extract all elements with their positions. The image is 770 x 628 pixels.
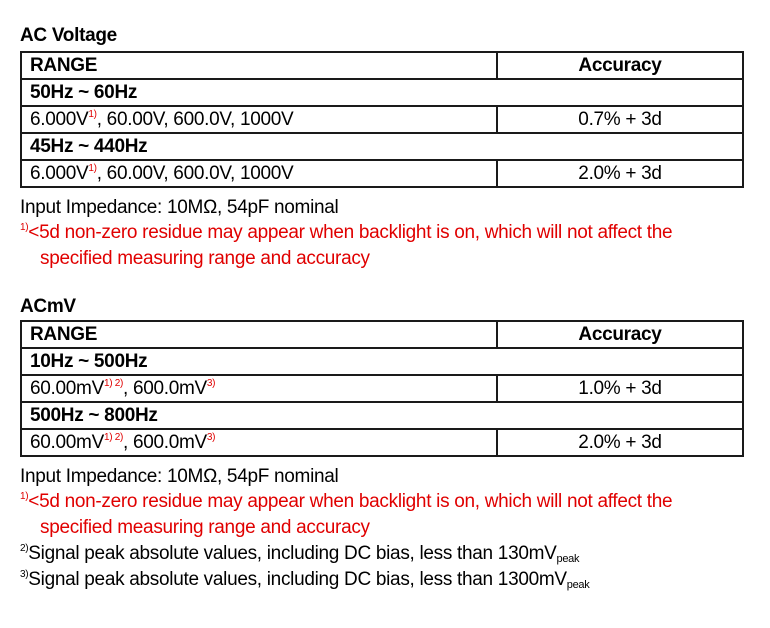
table-row: [21, 160, 743, 187]
footnote-text: Signal peak absolute values, including DC bias, less than 1300mV: [28, 569, 567, 590]
accuracy-cell: 1.0% + 3d: [497, 375, 743, 402]
table-header-row: [21, 52, 743, 79]
range-value: 60.00mV: [30, 431, 104, 453]
footnote-1: [20, 220, 672, 245]
range-value: 6.000V: [30, 108, 89, 130]
footnote-1: [20, 489, 672, 514]
footnote-text: Signal peak absolute values, including DC bias, less than 130mV: [28, 543, 557, 564]
table-row: [21, 375, 743, 402]
frequency-band-row: [21, 348, 743, 375]
range-value: , 60.00V, 600.0V, 1000V: [96, 108, 294, 130]
footnote-text: <5d non-zero residue may appear when backlight is on, which will not affect the: [28, 491, 673, 512]
footnote-2: [20, 541, 579, 566]
frequency-band-row: [21, 402, 743, 429]
footnote-ref: 1): [88, 162, 97, 174]
footnote-marker: 2): [20, 543, 29, 554]
footnote-1-continuation: specified measuring range and accuracy: [40, 248, 370, 269]
accuracy-cell: 0.7% + 3d: [497, 106, 743, 133]
range-cell: [21, 375, 497, 402]
frequency-band-label: 10Hz ~ 500Hz: [21, 348, 743, 375]
accuracy-header: Accuracy: [497, 52, 743, 79]
range-value: , 600.0mV: [123, 377, 207, 399]
footnote-3: [20, 567, 589, 592]
accuracy-header: Accuracy: [497, 321, 743, 348]
range-header: RANGE: [21, 321, 497, 348]
ac-voltage-table: [20, 51, 744, 188]
range-cell: [21, 160, 497, 187]
table-row: [21, 106, 743, 133]
accuracy-cell: 2.0% + 3d: [497, 429, 743, 456]
footnote-marker: 3): [20, 569, 29, 580]
frequency-band-row: [21, 79, 743, 106]
accuracy-cell: 2.0% + 3d: [497, 160, 743, 187]
footnote-ref: 3): [206, 431, 216, 443]
footnote-subscript: peak: [556, 553, 580, 565]
range-cell: [21, 106, 497, 133]
footnote-marker: 1): [20, 491, 29, 502]
range-header: RANGE: [21, 52, 497, 79]
frequency-band-label: 45Hz ~ 440Hz: [21, 133, 743, 160]
footnote-text: <5d non-zero residue may appear when backlight is on, which will not affect the: [28, 222, 673, 243]
footnote-ref: 1) 2): [103, 431, 124, 443]
footnote-ref: 1): [88, 108, 97, 120]
range-value: , 600.0mV: [123, 431, 207, 453]
table-header-row: [21, 321, 743, 348]
table-row: [21, 429, 743, 456]
ac-voltage-title: AC Voltage: [20, 25, 117, 46]
frequency-band-row: [21, 133, 743, 160]
acmv-table: [20, 320, 744, 457]
footnote-1-continuation: specified measuring range and accuracy: [40, 517, 370, 538]
range-value: , 60.00V, 600.0V, 1000V: [96, 162, 294, 184]
frequency-band-label: 50Hz ~ 60Hz: [21, 79, 743, 106]
frequency-band-label: 500Hz ~ 800Hz: [21, 402, 743, 429]
footnote-ref: 3): [206, 377, 216, 389]
acmv-title: ACmV: [20, 296, 76, 317]
input-impedance-note: Input Impedance: 10MΩ, 54pF nominal: [20, 466, 339, 487]
footnote-subscript: peak: [566, 579, 590, 591]
range-value: 6.000V: [30, 162, 89, 184]
range-value: 60.00mV: [30, 377, 104, 399]
footnote-ref: 1) 2): [103, 377, 124, 389]
footnote-marker: 1): [20, 222, 29, 233]
range-cell: [21, 429, 497, 456]
input-impedance-note: Input Impedance: 10MΩ, 54pF nominal: [20, 197, 339, 218]
